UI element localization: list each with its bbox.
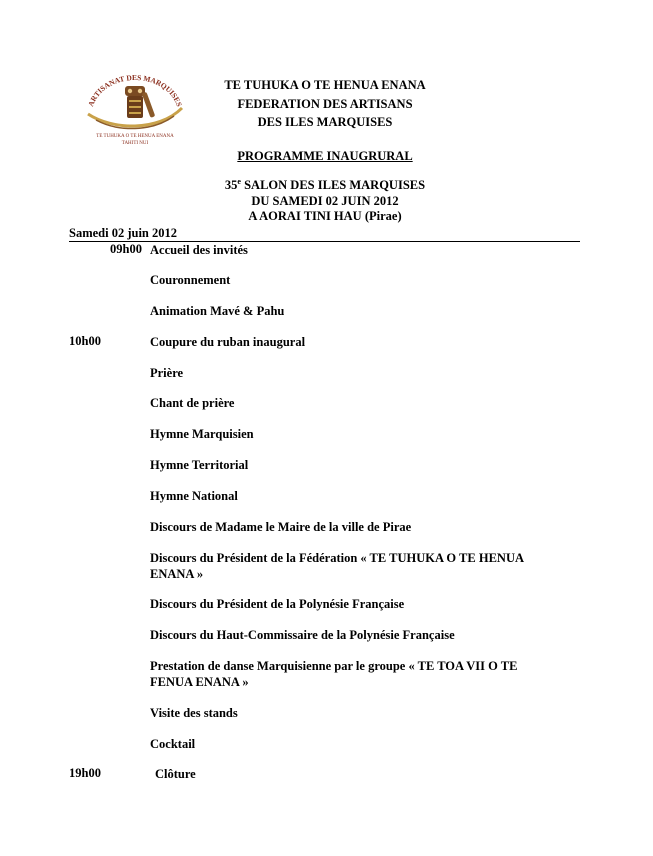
logo-arc-text: ARTISANAT DES MARQUISES: [86, 72, 184, 108]
schedule-time: 19h00: [69, 766, 101, 780]
schedule-item: Chant de prière: [150, 396, 235, 410]
logo-bottom-text-1: TE TUHUKA O TE HENUA ENANA: [96, 134, 174, 139]
schedule-item: Visite des stands: [150, 706, 238, 720]
schedule-item: Animation Mavé & Pahu: [150, 304, 285, 318]
schedule-time: 09h00: [110, 242, 142, 256]
salon-title: [170, 178, 480, 193]
schedule-item: Prestation de danse Marquisienne par le groupe « TE TOA VII O TE FENUA ENANA »: [150, 659, 518, 689]
schedule-item: Hymne National: [150, 489, 238, 503]
salon-number: 35: [224, 178, 238, 192]
schedule-time: 10h00: [69, 334, 101, 348]
schedule-item: Discours du Président de la Fédération « TE TUHUKA O TE HENUA ENANA »: [150, 551, 524, 581]
salon-text: SALON DES ILES MARQUISES: [240, 178, 426, 192]
salon-ordinal: e: [237, 176, 241, 186]
program-title: PROGRAMME INAUGRURAL: [237, 149, 413, 163]
schedule-item: Discours du Président de la Polynésie Française: [150, 597, 405, 611]
day-label: Samedi 02 juin 2012: [69, 226, 178, 240]
schedule-item: Cocktail: [150, 737, 196, 751]
schedule-item: Couronnement: [150, 273, 231, 287]
schedule-item: Coupure du ruban inaugural: [150, 335, 306, 349]
org-name-line-1: TE TUHUKA O TE HENUA ENANA: [224, 78, 426, 92]
schedule-item: Prière: [150, 366, 184, 380]
logo-bottom-text-2: TAHITI NUI: [121, 141, 149, 146]
salon-date: DU SAMEDI 02 JUIN 2012: [251, 194, 399, 208]
schedule-item: Hymne Territorial: [150, 458, 249, 472]
schedule-item: Discours de Madame le Maire de la ville de Pirae: [150, 520, 412, 534]
org-name-line-2: FEDERATION DES ARTISANS: [237, 97, 413, 111]
salon-place: A AORAI TINI HAU (Pirae): [248, 209, 402, 223]
schedule-item: Accueil des invités: [150, 243, 248, 257]
schedule-item: Discours du Haut-Commissaire de la Polynésie Française: [150, 628, 455, 642]
schedule-item: Clôture: [155, 767, 196, 781]
org-name-line-3: DES ILES MARQUISES: [257, 115, 393, 129]
schedule-item: Hymne Marquisien: [150, 427, 254, 441]
